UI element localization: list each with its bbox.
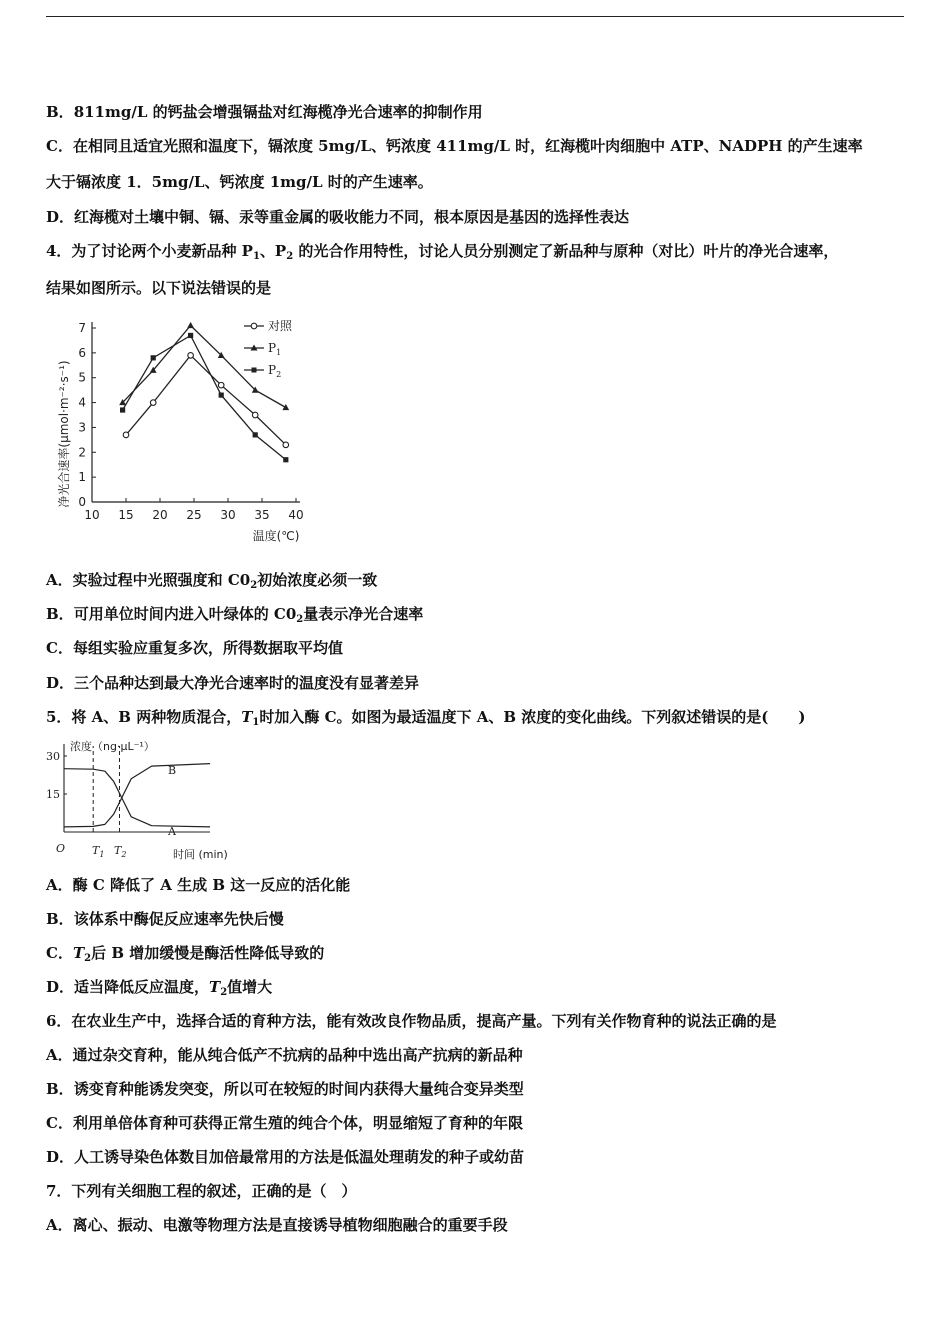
q6-option-b <box>46 1079 524 1099</box>
subscript: 2 <box>84 953 92 964</box>
subscript: 2 <box>286 251 294 262</box>
option-text: 三个品种达到最大净光合速率时的温度没有显著差异 <box>74 674 420 692</box>
option-label: A． <box>46 1046 73 1064</box>
option-label: C． <box>46 1114 73 1132</box>
y-tick-label: 3 <box>78 420 86 435</box>
y-axis-label: 净光合速率(μmol·m⁻²·s⁻¹) <box>57 360 71 508</box>
stem-text: 7．下列有关细胞工程的叙述，正确的是（ ） <box>46 1182 357 1200</box>
data-point-P2 <box>188 333 193 338</box>
photosynthesis-temperature-chart <box>46 316 316 548</box>
option-text: 该体系中酶促反应速率先快后慢 <box>73 910 284 928</box>
q6-stem <box>46 1011 776 1031</box>
option-text: 适当降低反应温度， <box>74 978 210 996</box>
y-tick-label: 1 <box>78 470 86 485</box>
q7-option-a <box>46 1215 508 1235</box>
option-label: C． <box>46 639 73 657</box>
option-text: 量表示净光合速率 <box>303 605 424 623</box>
option-text: 每组实验应重复多次，所得数据取平均值 <box>72 639 343 657</box>
q5-option-d <box>46 977 272 997</box>
subscript: 2 <box>296 614 304 625</box>
option-label: B． <box>46 1080 74 1098</box>
subscript: 1 <box>252 717 260 728</box>
q6-option-c <box>46 1113 523 1133</box>
y-tick-label: 2 <box>78 445 86 460</box>
option-label: B． <box>46 605 74 623</box>
q5-stem <box>46 707 805 727</box>
option-text: 通过杂交育种，能从纯合低产不抗病的品种中选出高产抗病的新品种 <box>72 1046 523 1064</box>
data-point-P2 <box>219 393 224 398</box>
option-label: B． <box>46 910 74 928</box>
subscript: 2 <box>250 580 258 591</box>
data-point-对照 <box>252 412 258 418</box>
stem-text: 时加入酶 C。如图为最适温度下 A、B 浓度的变化曲线。下列叙述错误的是( ) <box>259 708 806 726</box>
q5-option-c <box>46 943 324 963</box>
subscript: 1 <box>252 251 260 262</box>
data-point-P2 <box>253 432 258 437</box>
y-tick-label: 4 <box>78 395 86 410</box>
series-line-对照 <box>126 355 286 445</box>
t2-marker-label: $T_2$ <box>114 844 127 859</box>
x-tick-label: 25 <box>186 508 202 522</box>
option-text: 酶 C 降低了 A 生成 B 这一反应的活化能 <box>72 876 351 894</box>
concentration-time-chart <box>40 736 240 864</box>
x-tick-label: 40 <box>288 508 304 522</box>
italic-symbol: T <box>72 944 85 962</box>
q3-option-b <box>46 102 483 122</box>
data-point-P1 <box>187 322 194 328</box>
q4-option-d <box>46 673 419 693</box>
chart-series <box>64 764 210 827</box>
option-label: B． <box>46 103 74 121</box>
x-axis-label: 时间 (min) <box>173 848 228 861</box>
option-text: 离心、振动、电激等物理方法是直接诱导植物细胞融合的重要手段 <box>72 1216 508 1234</box>
data-point-对照 <box>283 442 289 448</box>
option-text: 实验过程中光照强度和 C0 <box>72 571 251 589</box>
stem-text: 4．为了讨论两个小麦新品种 P <box>46 242 253 260</box>
stem-text: 的光合作用特性，讨论人员分别测定了新品种与原种（对比）叶片的净光合速率， <box>293 242 839 260</box>
data-point-对照 <box>218 382 224 388</box>
q3-option-c-cont <box>46 172 433 192</box>
option-text: 人工诱导染色体数目加倍最常用的方法是低温处理萌发的种子或幼苗 <box>74 1148 525 1166</box>
y-tick-label: 15 <box>46 788 60 801</box>
option-label: D． <box>46 208 75 226</box>
y-tick-label: 6 <box>78 345 86 360</box>
x-tick-label: 15 <box>118 508 134 522</box>
y-axis-label: 浓度（ng·μL⁻¹） <box>70 740 155 753</box>
series-line-P1 <box>123 326 286 408</box>
q4-option-c <box>46 638 343 658</box>
y-axis-title <box>56 360 71 507</box>
option-text: 在相同且适宜光照和温度下，镉浓度 5mg/L、钙浓度 411mg/L 时，红海榄叶肉细胞中 ATP、NADPH 的产生速率 <box>72 137 863 155</box>
q7-stem <box>46 1181 356 1201</box>
italic-symbol: T <box>209 978 221 996</box>
data-point-P1 <box>282 404 289 410</box>
q5-option-a <box>46 875 350 895</box>
header-rule <box>46 16 904 17</box>
q6-option-d <box>46 1147 524 1167</box>
chart-axes <box>46 744 210 832</box>
legend-marker-p2 <box>252 368 257 373</box>
t1-marker-label: $T_1$ <box>92 844 105 859</box>
q4-stem <box>46 241 838 261</box>
option-label: D． <box>46 674 75 692</box>
option-text: 初始浓度必须一致 <box>257 571 378 589</box>
option-label: C． <box>46 944 73 962</box>
option-text: 红海榄对土壤中铜、镉、汞等重金属的吸收能力不同，根本原因是基因的选择性表达 <box>74 208 630 226</box>
y-tick-label: 30 <box>46 750 60 763</box>
legend-label-control: 对照 <box>268 319 293 333</box>
data-point-对照 <box>188 353 194 359</box>
q4-stem-cont <box>46 278 271 298</box>
option-label: D． <box>46 978 75 996</box>
y-tick-label: 7 <box>78 321 86 335</box>
q3-option-d <box>46 207 629 227</box>
x-tick-label: 20 <box>152 508 168 522</box>
chart-series <box>119 322 289 462</box>
option-text: 后 B 增加缓慢是酶活性降低导致的 <box>91 944 325 962</box>
option-label: A． <box>46 1216 73 1234</box>
chart-legend <box>244 318 293 379</box>
data-point-对照 <box>150 400 156 406</box>
legend-marker-control <box>251 323 257 329</box>
option-label: A． <box>46 571 73 589</box>
y-tick-label: 5 <box>78 370 86 385</box>
x-tick-label: 35 <box>254 508 270 522</box>
option-text: 811mg/L 的钙盐会增强镉盐对红海榄净光合速率的抑制作用 <box>73 103 483 121</box>
series-label-a: A <box>168 825 176 838</box>
q4-option-a <box>46 570 377 590</box>
x-tick-label: 10 <box>84 508 100 522</box>
stem-text: 、P <box>259 242 287 260</box>
series-curve-B <box>64 764 210 827</box>
series-line-P2 <box>123 336 286 460</box>
option-text: 诱变育种能诱发突变，所以可在较短的时间内获得大量纯合变异类型 <box>73 1080 524 1098</box>
option-text: 可用单位时间内进入叶绿体的 C0 <box>73 605 297 623</box>
series-label-b: B <box>168 764 177 777</box>
legend-label-p2: $P_2$ <box>268 363 282 379</box>
stem-text: 结果如图所示。以下说法错误的是 <box>46 279 272 297</box>
q6-option-a <box>46 1045 523 1065</box>
subscript: 2 <box>220 987 228 998</box>
option-label: D． <box>46 1148 75 1166</box>
data-point-P2 <box>120 407 125 412</box>
option-text: 值增大 <box>227 978 273 996</box>
option-label: A． <box>46 876 73 894</box>
data-point-P2 <box>151 355 156 360</box>
stem-text: 5．将 A、B 两种物质混合， <box>46 708 242 726</box>
x-axis-label: 温度(℃) <box>252 529 300 543</box>
q3-option-c <box>46 136 863 156</box>
q4-option-b <box>46 604 423 624</box>
option-label: C． <box>46 137 73 155</box>
data-point-P2 <box>283 457 288 462</box>
option-text: 大于镉浓度 1．5mg/L、钙浓度 1mg/L 时的产生速率。 <box>46 173 433 191</box>
x-tick-label: 30 <box>220 508 236 522</box>
origin-label: O <box>56 842 66 855</box>
y-tick-label: 0 <box>78 495 86 509</box>
italic-symbol: T <box>241 708 253 726</box>
option-text: 利用单倍体育种可获得正常生殖的纯合个体，明显缩短了育种的年限 <box>72 1114 523 1132</box>
series-curve-A <box>64 769 210 827</box>
stem-text: 6．在农业生产中，选择合适的育种方法，能有效改良作物品质，提高产量。下列有关作物育种的说法正确的是 <box>46 1012 777 1030</box>
q5-option-b <box>46 909 284 929</box>
legend-label-p1: $P_1$ <box>268 341 282 357</box>
data-point-对照 <box>123 432 129 438</box>
